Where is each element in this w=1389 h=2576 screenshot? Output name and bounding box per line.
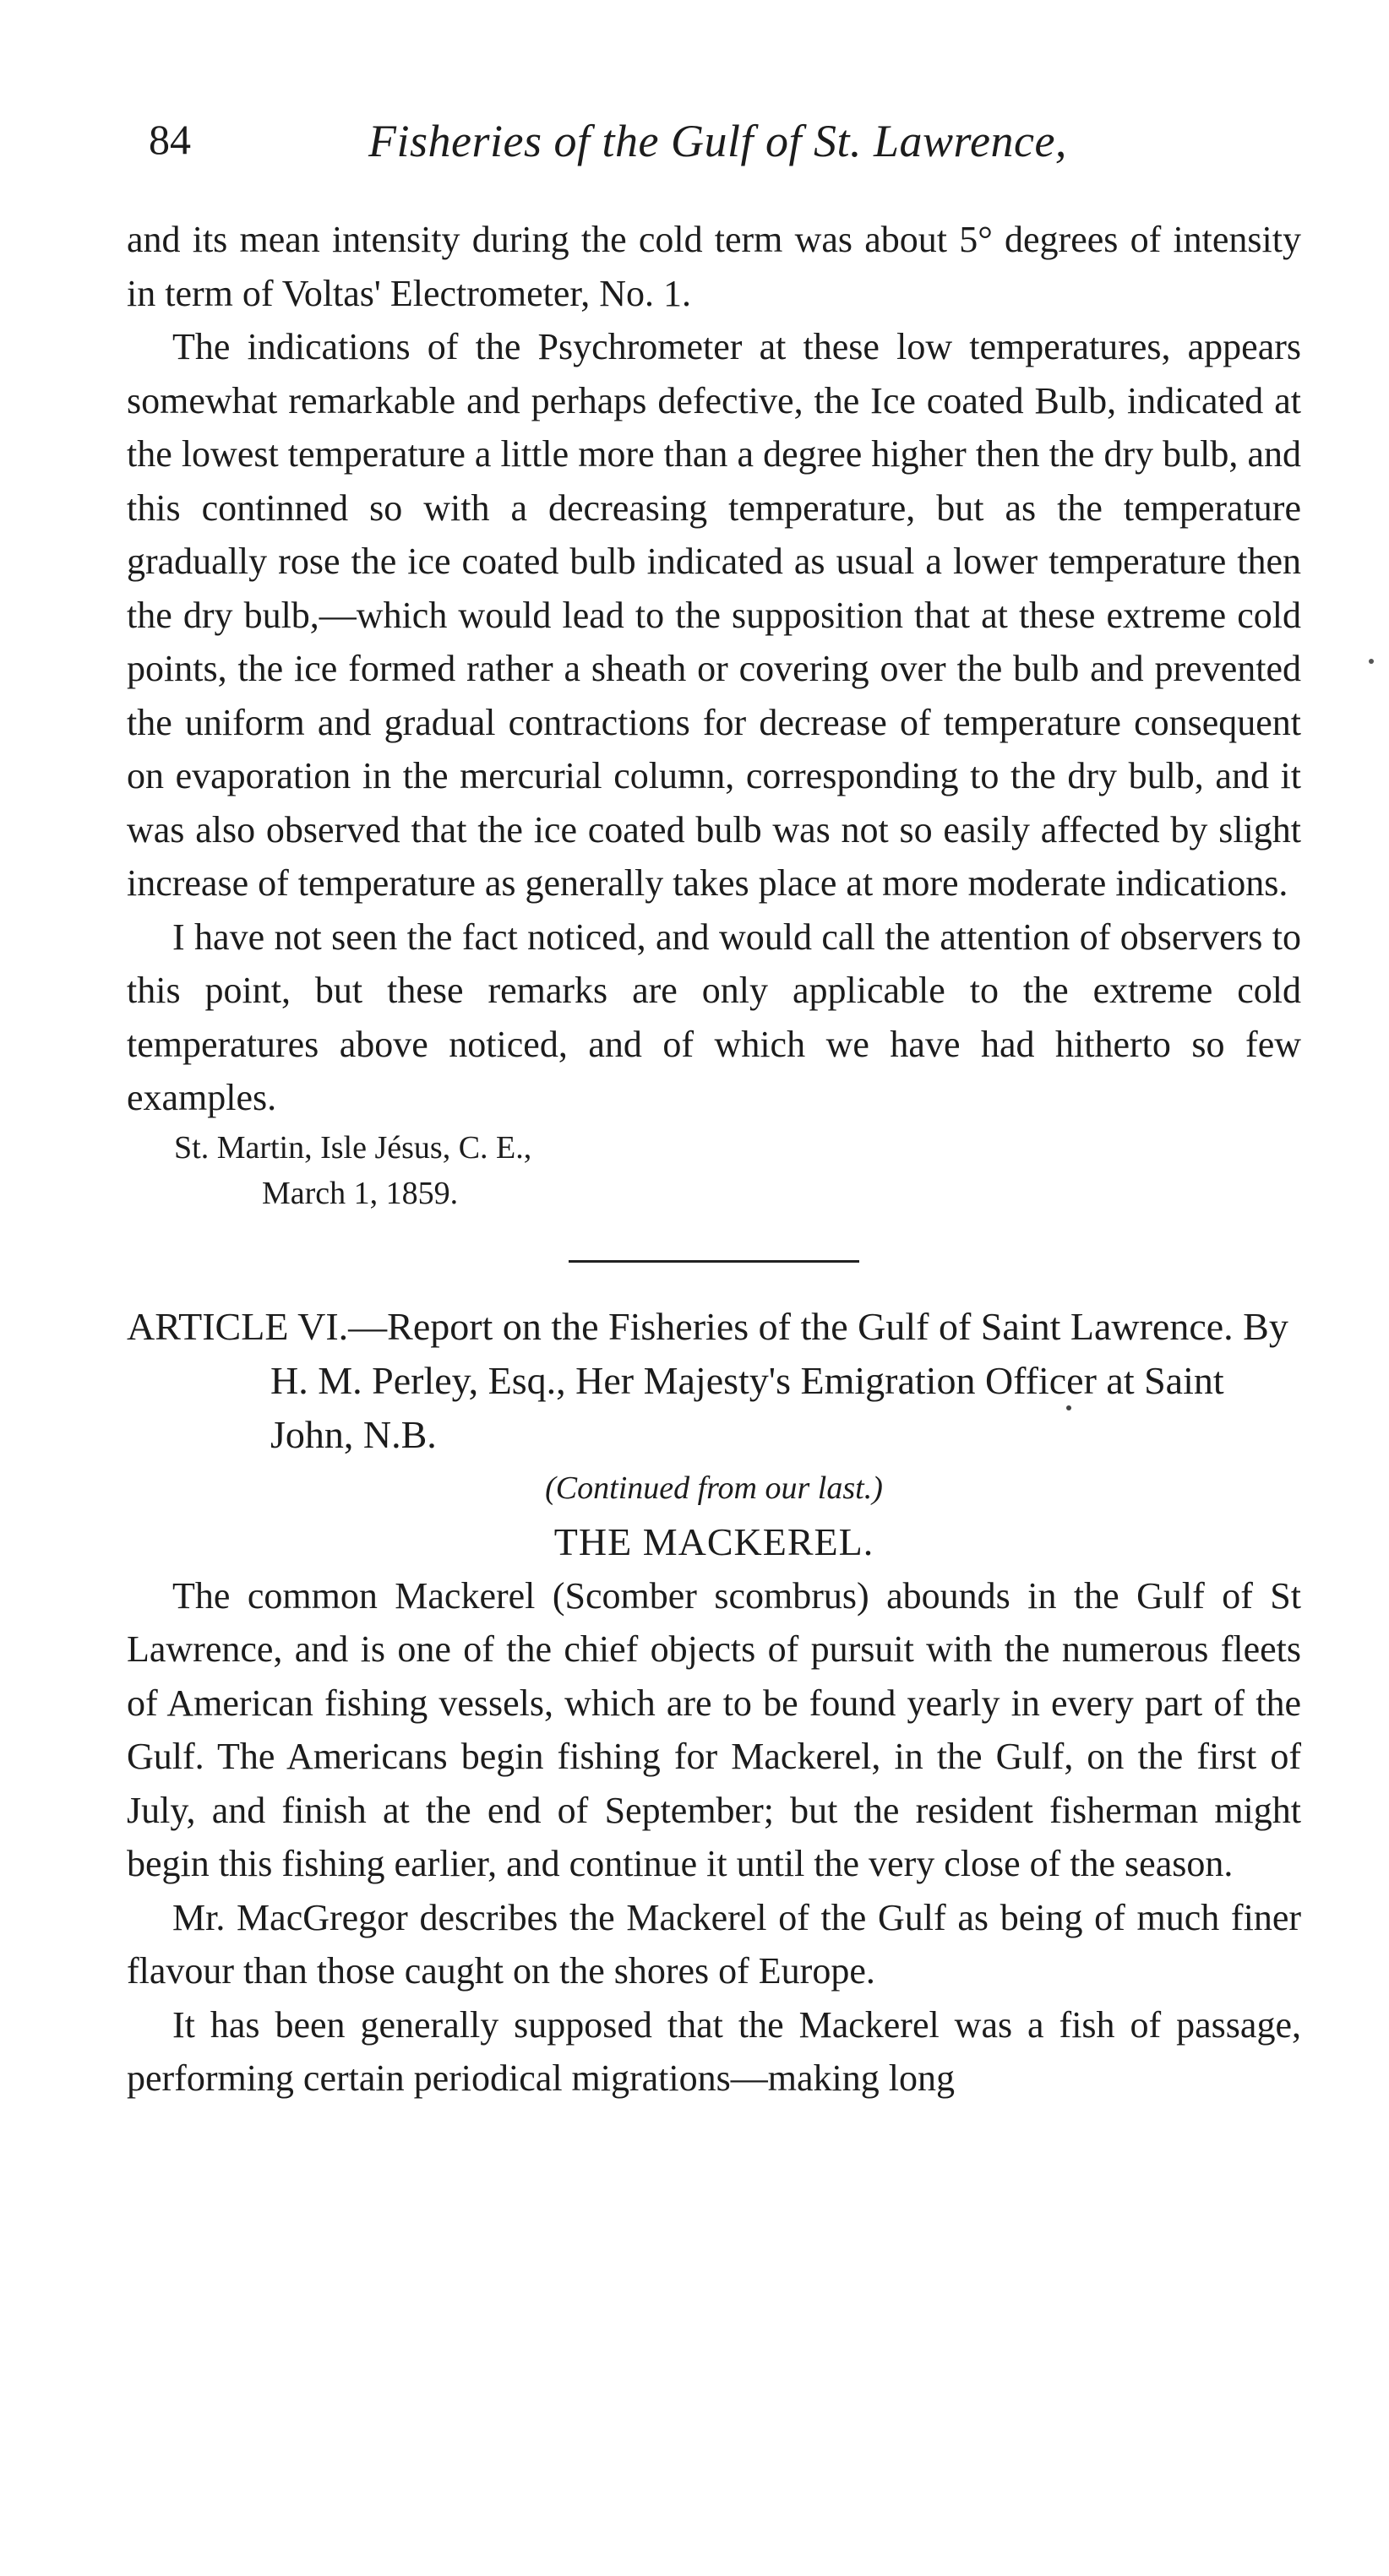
margin-mark [1369,659,1374,664]
paragraph-migration: It has been generally supposed that the Mackerel was a fish of passage, performing certain periodical migrations—making long [127,2003,1301,2099]
signature-place: St. Martin, Isle Jésus, C. E., [174,1129,532,1166]
section-divider [569,1260,859,1263]
paragraph-observers: I have not seen the fact noticed, and would call the attention of observers to this point, but these remarks are only applicable to the extreme cold temperatures above noticed, and of which we have had hitherto so few examples. [127,916,1301,1118]
page-header [149,115,1332,191]
paragraph-psychrometer: The indications of the Psychrometer at these low temperatures, appears somewhat remarkable and perhaps defective, the Ice coated Bulb, indicated at the lowest temperature a little more than a degree higher then the dry bulb, and this continned so with a decreasing temperature, but as the temperature gradually rose the ice coated bulb indicated as usual a lower temperature then the dry bulb,—which would lead to the supposition that at these extreme cold points, the ice formed rather a sheath or covering over the bulb and prevented the uniform and gradual contractions for decrease of temperature consequent on evaporation in the mercurial column, corresponding to the dry bulb, and it was also observed that the ice coated bulb was not so easily affected by slight increase of temperature as generally takes place at more moderate indications. [127,326,1301,904]
signature-date: March 1, 1859. [262,1175,459,1211]
paragraph-intensity: and its mean intensity during the cold term was about 5° degrees of intensity in term of Voltas' Electrometer, No. 1. [127,219,1301,314]
article-heading: ARTICLE VI.—Report on the Fisheries of the Gulf of Saint Lawrence. By H. M. Perley, Esq., Her Majesty's Emigration Officer at Saint John, N.B. [127,1304,1288,1456]
continued-note: (Continued from our last.) [545,1470,883,1506]
paragraph-macgregor: Mr. MacGregor describes the Mackerel of the Gulf as being of much finer flavour than those caught on the shores of Europe. [127,1896,1301,1992]
section-title: THE MACKEREL. [553,1520,874,1563]
running-title: Fisheries of the Gulf of St. Lawrence, [368,116,1067,166]
page-number: 84 [149,116,191,163]
paragraph-mackerel-common: The common Mackerel (Scomber scombrus) abounds in the Gulf of St Lawrence, and is one of the chief objects of pursuit with the numerous fleets of American fishing vessels, which are to be found yearly in every part of the Gulf. The Americans begin fishing for Mackerel, in the Gulf, on the first of July, and finish at the end of September; but the resident fisherman might begin this fishing earlier, and continue it until the very close of the season. [127,1574,1301,1884]
page-body [127,213,1301,2106]
ink-speck [1066,1405,1071,1410]
